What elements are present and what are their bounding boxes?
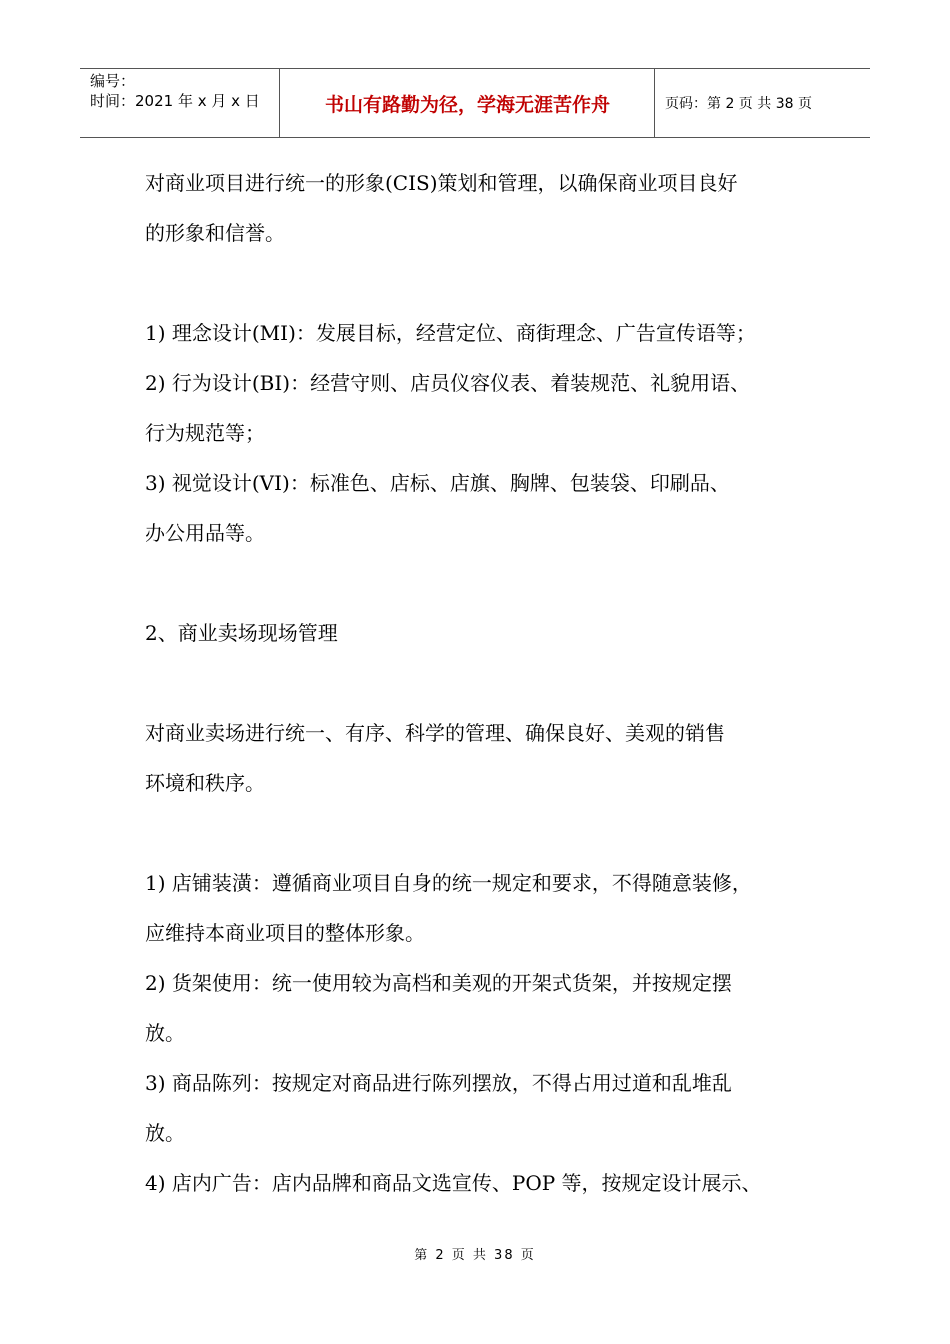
header-meta: [80, 69, 280, 137]
list-item: 3) 商品陈列：按规定对商品进行陈列摆放，不得占用过道和乱堆乱: [145, 1071, 732, 1095]
list-item: 1) 理念设计(MI)：发展目标，经营定位、商街理念、广告宣传语等；: [145, 321, 756, 345]
body-line: 放。: [145, 1121, 185, 1145]
section-heading: 2、商业卖场现场管理: [145, 621, 338, 645]
header-page-info: 页码：第 2 页 共 38 页: [665, 96, 812, 112]
body-line: 行为规范等；: [145, 421, 265, 445]
body-line: 放。: [145, 1021, 185, 1045]
body-line: 应维持本商业项目的整体形象。: [145, 921, 425, 945]
body-line: 对商业项目进行统一的形象(CIS)策划和管理，以确保商业项目良好: [145, 171, 738, 195]
number-label: 编号：: [90, 72, 136, 90]
page-footer: 第 2 页 共 38 页: [414, 1248, 536, 1263]
body-line: 办公用品等。: [145, 521, 265, 545]
list-item: 4) 店内广告：店内品牌和商品文选宣传、POP 等，按规定设计展示、: [145, 1171, 762, 1195]
list-item: 1) 店铺装潢：遵循商业项目自身的统一规定和要求，不得随意装修，: [145, 871, 752, 895]
time-label: 时间：2021 年 x 月 x 日: [90, 92, 260, 110]
list-item: 3) 视觉设计(VI)：标准色、店标、店旗、胸牌、包装袋、印刷品、: [145, 471, 730, 495]
header-motto: 书山有路勤为径，学海无涯苦作舟: [281, 69, 655, 137]
list-item: 2) 货架使用：统一使用较为高档和美观的开架式货架，并按规定摆: [145, 971, 732, 995]
body-line: 的形象和信誉。: [145, 221, 285, 245]
list-item: 2) 行为设计(BI)：经营守则、店员仪容仪表、着装规范、礼貌用语、: [145, 371, 751, 395]
body-line: 环境和秩序。: [145, 771, 265, 795]
page-header: [80, 68, 870, 138]
body-line: 对商业卖场进行统一、有序、科学的管理、确保良好、美观的销售: [145, 721, 725, 745]
